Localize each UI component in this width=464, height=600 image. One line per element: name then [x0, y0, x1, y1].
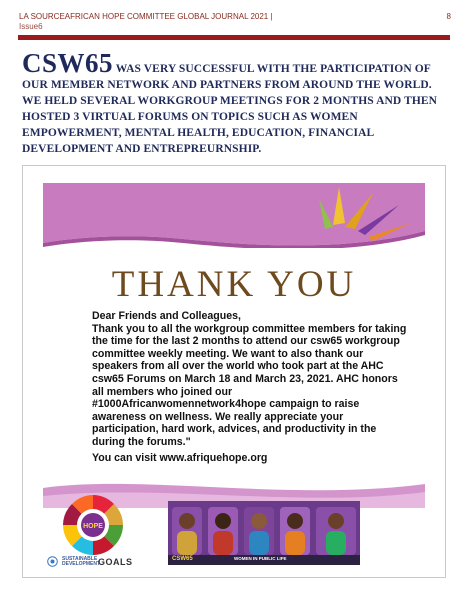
intro-paragraph	[22, 48, 447, 157]
poster-caption-strip	[168, 555, 360, 565]
thank-you-flyer	[43, 183, 425, 575]
running-header	[19, 12, 319, 32]
speaker-portrait	[280, 507, 310, 555]
poster-title: CSW65	[172, 556, 193, 562]
journal-title: LA SOURCEAFRICAN HOPE COMMITTEE GLOBAL JOURNAL 2021 |	[19, 12, 273, 21]
sdg-footer	[47, 555, 162, 569]
speaker-portrait	[208, 507, 238, 555]
message-body: Thank you to all the workgroup committee members for taking the time for the last 2 months to attend our csw65 workgroup committee weekly meeting. We want to also thank our speakers from all over the world who took part at the AHC csw65 Forums on March 18 and March 23, 2021. AHC honors all members who joined our #1000Africanwomennetwork4hope campaign to raise awareness on wellness. We really appreciate your participation, hard work, advices, and productivity in the during the forums."	[92, 322, 407, 448]
thank-you-message	[92, 310, 408, 464]
un-emblem-icon	[47, 556, 58, 569]
page-number: 8	[446, 12, 451, 21]
greeting: Dear Friends and Colleagues,	[92, 310, 241, 322]
speaker-portrait	[316, 507, 356, 555]
intro-lead: CSW65	[22, 48, 114, 78]
website-line: You can visit www.afriquehope.org	[92, 451, 268, 464]
thank-you-image-frame	[22, 165, 446, 578]
thank-you-heading: THANK YOU	[111, 264, 357, 305]
header-rule	[18, 35, 450, 40]
issue-label: Issue6	[19, 22, 43, 31]
sdg-goals-text: GOALS	[98, 557, 133, 567]
sdg-un-text: SUSTAINABLE DEVELOPMENT	[62, 556, 101, 567]
poster-caption: WOMEN IN PUBLIC LIFE	[234, 556, 287, 561]
decorative-header-wave	[43, 183, 425, 248]
intro-body: WAS VERY SUCCESSFUL WITH THE PARTICIPATION OF OUR MEMBER NETWORK AND PARTNERS FROM AROUND THE WORLD. WE HELD SEVERAL WORKGROUP MEETINGS FOR 2 MONTHS AND THEN HOSTED 3 VIRTUAL FORUMS ON TOPICS SUCH AS WOMEN EMPOWERMENT, MENTAL HEALTH, EDUCATION, FINANCIAL DEVELOPMENT AND ENTREPREURNSHIP.	[22, 63, 438, 155]
event-poster-image	[168, 501, 360, 555]
sdg-logo-text: HOPE	[83, 523, 103, 530]
speaker-portrait	[172, 507, 202, 555]
speaker-portrait	[244, 507, 274, 555]
